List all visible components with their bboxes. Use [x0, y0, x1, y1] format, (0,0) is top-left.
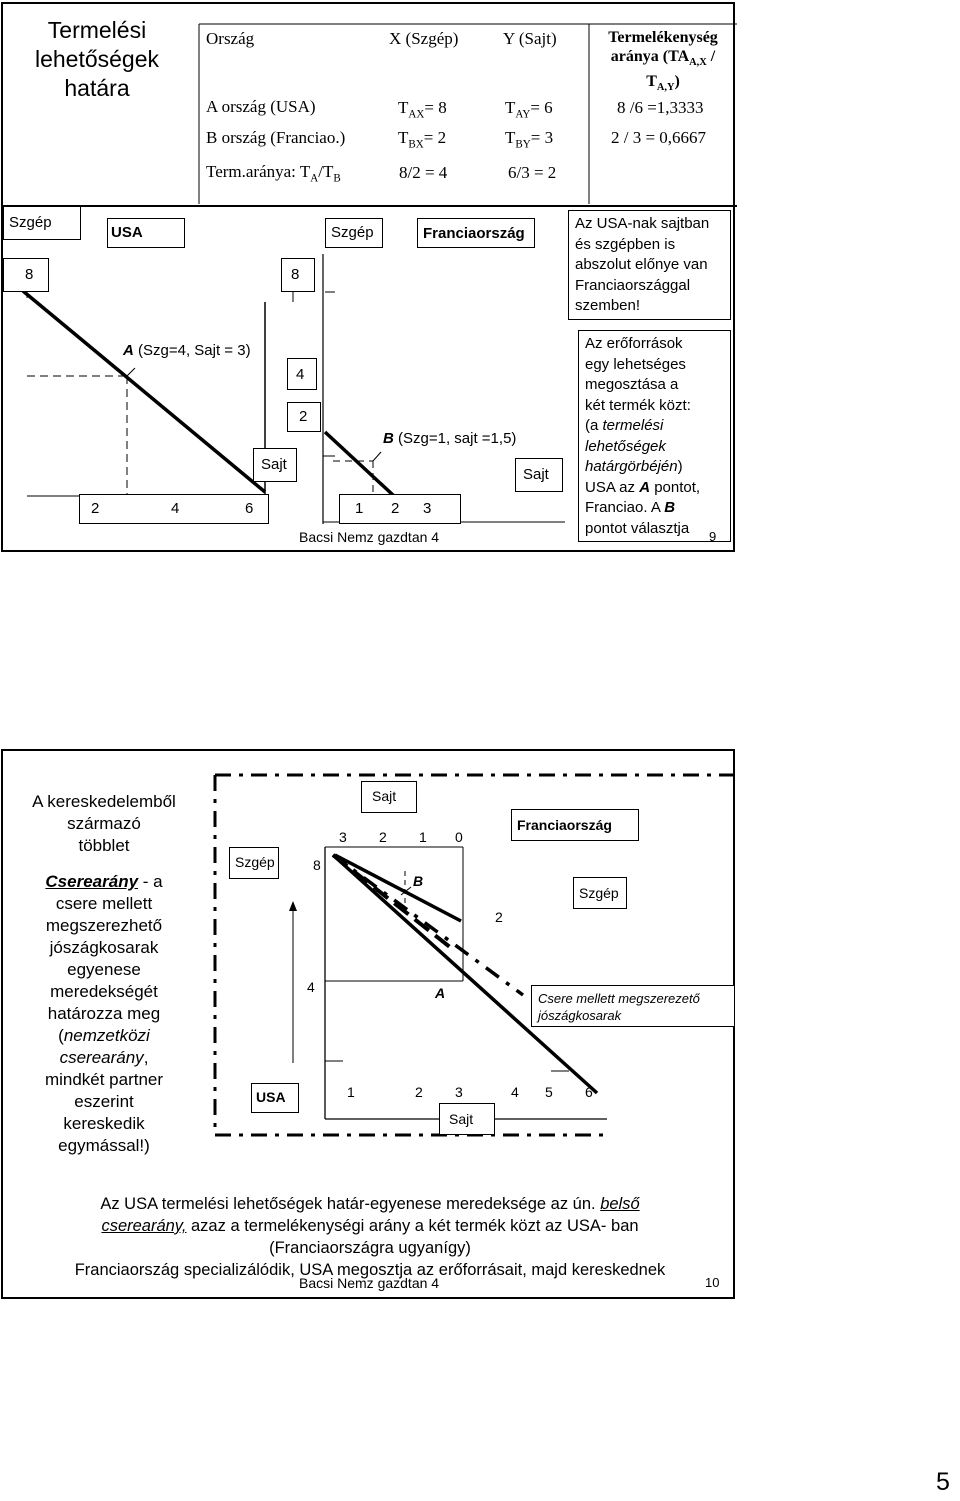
table-header-y: Y (Sajt)	[503, 29, 557, 48]
label-usa: USA	[256, 1089, 286, 1105]
top-tick-0: 0	[455, 829, 463, 845]
table-last-row-y: 6/3 = 2	[508, 163, 557, 182]
slide-1	[1, 2, 735, 552]
note-resource-allocation: Az erőforrások egy lehetséges megosztása a két termék közt: (a termelési lehetőségek határgörbéjén) USA az A pontot, Franciao. A B pontot választja	[578, 330, 731, 542]
x-tick-1: 1	[355, 500, 364, 517]
country-usa: USA	[111, 224, 143, 241]
top-tick-1: 1	[419, 829, 427, 845]
table-row-usa-x: $T_{AX}= 8$	[398, 98, 447, 121]
table-header-ratio: Termelékenység aránya ($TA_{A,X}$ / $T_{A,Y}$)	[608, 29, 718, 94]
axis-x-label-left: Sajt	[261, 456, 287, 473]
bottom-tick-1: 1	[347, 1084, 355, 1100]
point-b: B	[413, 873, 424, 889]
point-b-label: B (Szg=1, sajt =1,5)	[383, 430, 517, 447]
x-tick-4: 4	[171, 500, 180, 517]
label-szgep-right: Szgép	[331, 224, 374, 241]
table-header-x: X (Szgép)	[389, 29, 459, 48]
slide-2	[1, 749, 735, 1299]
label-szgep-right: Szgép	[579, 885, 619, 901]
page-number: 5	[936, 1468, 950, 1496]
label-y8-right: 8	[291, 266, 300, 283]
caption-exchange-baskets: Csere mellett megszerezető jószágkosarak	[531, 985, 735, 1027]
country-france: Franciaország	[517, 817, 612, 833]
label-y4: 4	[296, 366, 305, 383]
slide-2-bottom-text: Az USA termelési lehetőségek határ-egyenese meredeksége az ún. belső cserearány, azaz a termelékenységi arány a két termék közt az USA- ban (Franciaországra ugyanígy) Franciaország specializálódik, USA megosztja az erőforrásait, majd kereskednek	[74, 1195, 666, 1279]
table-row-fr-y: $T_{BY}= 3$	[505, 128, 554, 151]
bottom-tick-2: 2	[415, 1084, 423, 1100]
slide-1-title: Termelési lehetőségek határa	[34, 17, 160, 101]
bottom-tick-4: 4	[511, 1084, 519, 1100]
slide-1-footer: Bacsi Nemz gazdtan 4	[299, 529, 440, 545]
top-tick-3: 3	[339, 829, 347, 845]
bottom-tick-6: 6	[585, 1084, 593, 1100]
country-france: Franciaország	[423, 225, 525, 242]
table-header-orszag: Ország	[206, 29, 255, 48]
label-y2: 2	[495, 909, 503, 925]
axis-y-label: Szgép	[9, 214, 52, 231]
label-y2: 2	[299, 408, 308, 425]
x-tick-6: 6	[245, 500, 254, 517]
slide-2-left-text: A kereskedelemből származó többlet Cserearány - a csere mellett megszerezhető jószágkosarak egyenese meredekségét határozza meg (nemzetközi cserearány, mindkét partner eszerint kereskedik egymással!)	[32, 792, 176, 1155]
x-tick-3: 3	[423, 500, 432, 517]
table-row-fr-x: $T_{BX}= 2$	[398, 128, 447, 151]
slide-1-page-number: 9	[709, 529, 717, 544]
label-szgep-left: Szgép	[235, 854, 275, 870]
point-a-label: A (Szg=4, Sajt = 3)	[123, 342, 251, 359]
bottom-tick-3: 3	[455, 1084, 463, 1100]
label-y8: 8	[313, 857, 321, 873]
table-row-usa-ratio: 8 /6 =1,3333	[617, 98, 704, 117]
table-last-row-label: Term.aránya: $T_A/T_B$	[206, 162, 341, 185]
table-row-usa-y: $T_{AY}= 6$	[505, 98, 553, 121]
table-last-row-x: 8/2 = 4	[399, 163, 448, 182]
table-row-usa-country: A ország (USA)	[206, 97, 316, 116]
bottom-tick-5: 5	[545, 1084, 553, 1100]
note-absolute-advantage: Az USA-nak sajtban és szgépben is abszolut előnye van Franciaországgal szemben!	[568, 210, 731, 320]
x-tick-2: 2	[91, 500, 100, 517]
label-sajt-top: Sajt	[372, 788, 397, 804]
slide-2-footer: Bacsi Nemz gazdtan 4	[299, 1275, 440, 1291]
top-tick-2: 2	[379, 829, 387, 845]
point-a: A	[435, 985, 446, 1001]
axis-x-label-right: Sajt	[523, 466, 549, 483]
table-row-fr-country: B ország (Franciao.)	[206, 128, 346, 147]
slide-2-page-number: 10	[705, 1275, 720, 1290]
label-sajt-bottom: Sajt	[449, 1111, 474, 1127]
table-row-fr-ratio: 2 / 3 = 0,6667	[611, 128, 707, 147]
x-tick-2-right: 2	[391, 500, 400, 517]
label-y8-left: 8	[25, 266, 34, 283]
label-y4: 4	[307, 979, 315, 995]
